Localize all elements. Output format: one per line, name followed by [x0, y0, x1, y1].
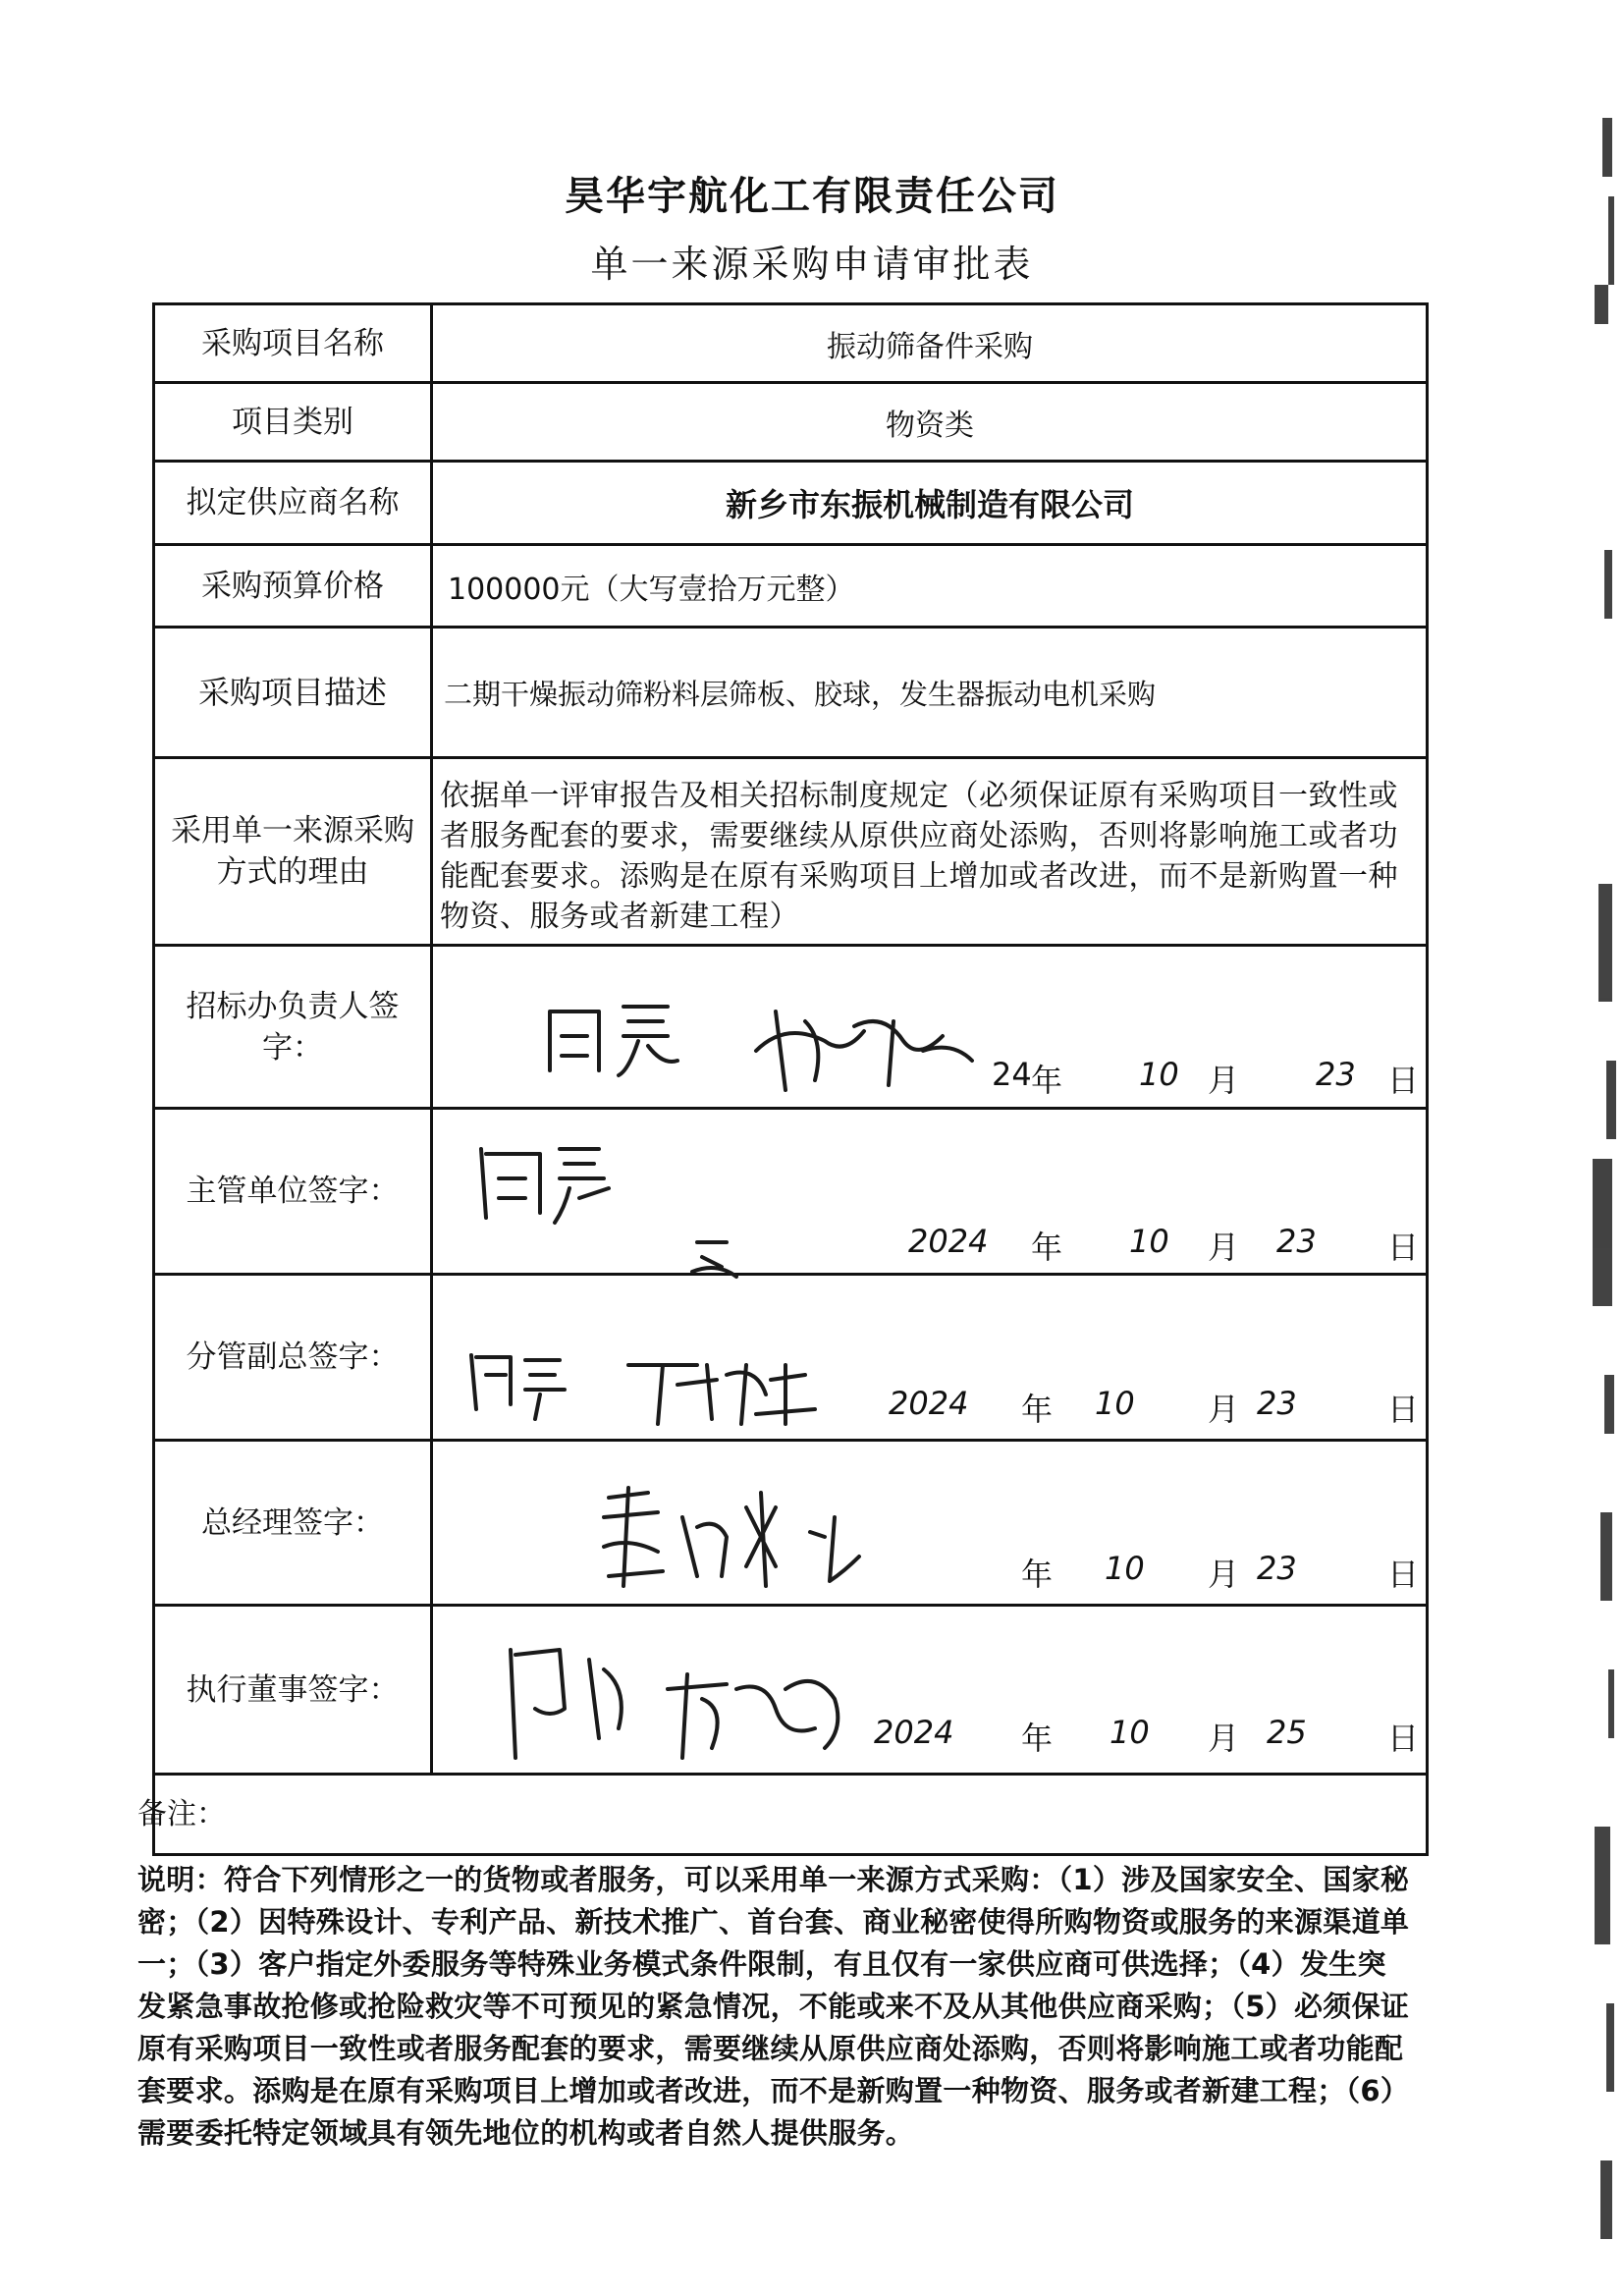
sig-label-executive-director: 执行董事签字：: [186, 1671, 400, 1708]
sig-year-hw-executive-director: 2024: [874, 1714, 954, 1751]
sig-label-supervising-unit: 主管单位签字：: [186, 1174, 400, 1209]
sig-month-unit: 月: [1208, 1391, 1240, 1428]
sig-month-unit: 月: [1208, 1229, 1240, 1266]
sig-day-hw-executive-director: 25: [1267, 1714, 1307, 1751]
sig-day-hw-general-manager: 23: [1257, 1550, 1297, 1587]
sig-year-hw-bidding-office: 24: [992, 1056, 1032, 1093]
sig-label-general-manager: 总经理签字：: [201, 1504, 384, 1541]
sig-day-hw-bidding-office: 23: [1316, 1056, 1356, 1093]
sig-month-unit: 月: [1208, 1062, 1240, 1099]
sig-month-hw-deputy-gm: 10: [1095, 1385, 1135, 1422]
row-label-project-name: 采购项目名称: [201, 325, 384, 361]
row-value-description: 二期干燥振动筛粉料层筛板、胶球，发生器振动电机采购: [444, 677, 1157, 711]
row-label-description: 采购项目描述: [197, 674, 387, 711]
handwritten-signature-deputy-gm: [461, 1336, 913, 1434]
sig-month-unit: 月: [1208, 1720, 1240, 1757]
reason-label-line1: 采用单一来源采购: [171, 813, 414, 848]
handwritten-signature-executive-director: [491, 1630, 903, 1777]
sig-day-unit: 日: [1387, 1391, 1420, 1428]
sig-day-unit: 日: [1387, 1062, 1420, 1099]
sig-year-unit: 年: [1021, 1556, 1054, 1593]
sig-month-hw-general-manager: 10: [1105, 1550, 1145, 1587]
reason-text: 依据单一评审报告及相关招标制度规定（必须保证原有采购项目一致性或者服务配套的要求，需要继续从原供应商处添购，否则将影响施工或者功能配套要求。添购是在原有采购项目上增加或者改进，而不是新购置一种物资、服务或者新建工程）: [440, 779, 1398, 934]
row-label-project-category: 项目类别: [232, 404, 353, 440]
sig-day-hw-deputy-gm: 23: [1257, 1385, 1297, 1422]
explanatory-notes: 说明：符合下列情形之一的货物或者服务，可以采用单一来源方式采购：（1）涉及国家安全、国家秘密；（2）因特殊设计、专利产品、新技术推广、首台套、商业秘密使得所购物资或服务的来源渠道单一；（3）客户指定外委服务等特殊业务模式条件限制，有且仅有一家供应商可供选择；（4）发生突发紧急事故抢修或抢险救灾等不可预见的紧急情况，不能或来不及从其他供应商采购；（5）必须保证原有采购项目一致性或者服务配套的要求，需要继续从原供应商处添购，否则将影响施工或者功能配套要求。添购是在原有采购项目上增加或者改进，而不是新购置一种物资、服务或者新建工程；（6）需要委托特定领域具有领先地位的机构或者自然人提供服务。: [137, 1863, 1410, 2150]
row-label-supplier: 拟定供应商名称: [186, 485, 400, 520]
sig-month-hw-executive-director: 10: [1110, 1714, 1150, 1751]
row-value-project-category: 物资类: [886, 408, 974, 443]
sig-label-bidding-office-line1: 招标办负责人签: [186, 988, 400, 1024]
remarks-label: 备注：: [137, 1797, 226, 1831]
sig-label-deputy-gm: 分管副总签字：: [186, 1339, 400, 1375]
scan-edge-noise: [1565, 0, 1624, 2296]
sig-year-unit: 年: [1021, 1391, 1054, 1428]
row-value-project-name: 振动筛备件采购: [827, 329, 1033, 364]
company-name: 昊华宇航化工有限责任公司: [565, 174, 1059, 219]
row-label-budget: 采购预算价格: [201, 568, 384, 604]
sig-year-hw-deputy-gm: 2024: [889, 1385, 969, 1422]
sig-month-unit: 月: [1208, 1556, 1240, 1593]
sig-day-hw-supervising-unit: 23: [1276, 1223, 1317, 1260]
sig-label-bidding-office-line2: 字：: [262, 1029, 323, 1066]
sig-day-unit: 日: [1387, 1720, 1420, 1757]
sig-year-unit: 年: [1021, 1720, 1054, 1757]
sig-year-hw-supervising-unit: 2024: [908, 1223, 989, 1260]
handwritten-signature-general-manager: [589, 1478, 884, 1606]
sig-day-unit: 日: [1387, 1556, 1420, 1593]
sig-day-unit: 日: [1387, 1229, 1420, 1266]
row-label-reason: [155, 759, 430, 944]
sig-year-unit: 年: [1031, 1062, 1063, 1099]
reason-label-line2: 方式的理由: [216, 854, 369, 890]
column-divider: [430, 302, 433, 1773]
row-value-budget: 100000元（大写壹拾万元整）: [448, 572, 855, 607]
handwritten-signature-supervising-unit: [471, 1129, 766, 1277]
form-title: 单一来源采购申请审批表: [590, 243, 1034, 286]
sig-year-unit: 年: [1031, 1229, 1063, 1266]
handwritten-signature-bidding-office: [530, 982, 1041, 1100]
sig-label-bidding-office: [155, 947, 430, 1107]
row-value-supplier: 新乡市东振机械制造有限公司: [725, 486, 1134, 523]
sig-month-hw-bidding-office: 10: [1139, 1056, 1179, 1093]
sig-month-hw-supervising-unit: 10: [1129, 1223, 1169, 1260]
